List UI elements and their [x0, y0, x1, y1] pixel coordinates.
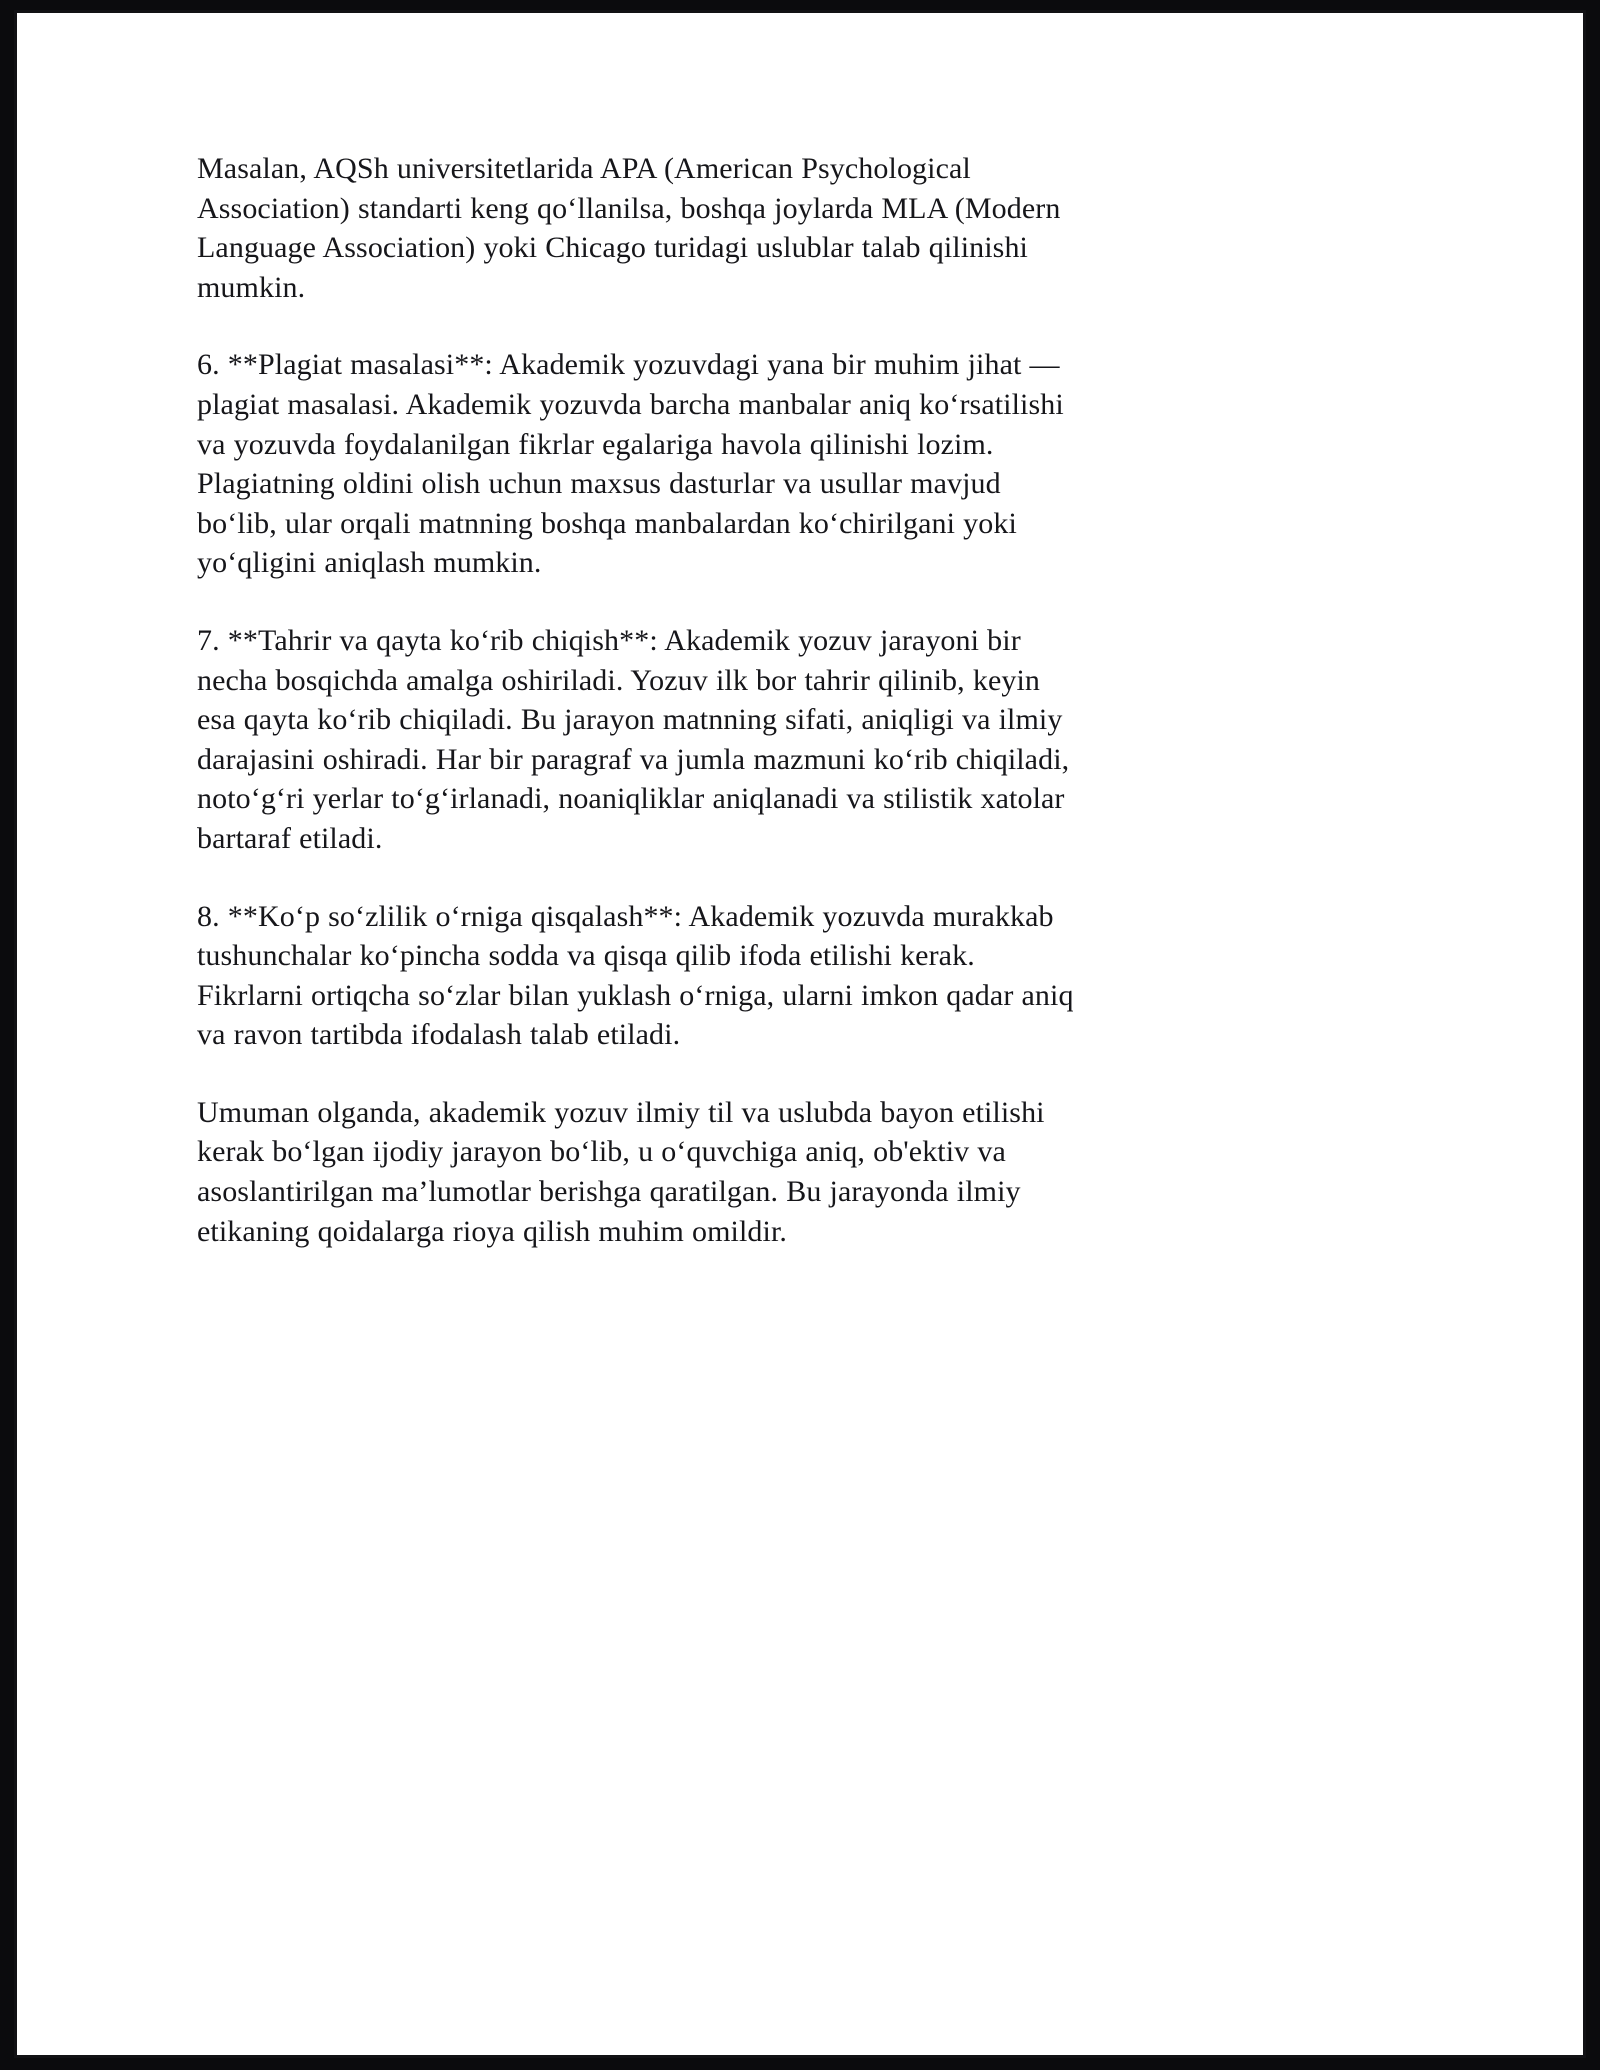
paragraph-intro-standards: Masalan, AQSh universitetlarida APA (American Psychological Association) standarti keng qo‘llanilsa, boshqa joylarda MLA (Modern Language Association) yoki Chicago turidagi uslublar talab qilinishi mumkin.	[197, 152, 1069, 304]
paragraph-item-7-tahrir: 7. **Tahrir va qayta ko‘rib chiqish**: Akademik yozuv jarayoni bir necha bosqichda amalga oshiriladi. Yozuv ilk bor tahrir qilinib, keyin esa qayta ko‘rib chiqiladi. Bu jarayon matnning sifati, aniqligi va ilmiy darajasini oshiradi. Har bir paragraf va jumla mazmuni ko‘rib chiqiladi, noto‘g‘ri yerlar to‘g‘irlanadi, noaniqliklar aniqlanadi va stilistik xatolar bartaraf etiladi.	[197, 623, 1078, 855]
document-page	[37, 29, 1563, 2037]
text-column	[197, 149, 1082, 1251]
paragraph-item-8-qisqalash: 8. **Ko‘p so‘zlilik o‘rniga qisqalash**: Akademik yozuvda murakkab tushunchalar ko‘pincha sodda va qisqa qilib ifoda etilishi kerak. Fikrlarni ortiqcha so‘zlar bilan yuklash o‘rniga, ularni imkon qadar aniq va ravon tartibda ifodalash talab etiladi.	[197, 899, 1082, 1052]
paragraph-item-6-plagiat: 6. **Plagiat masalasi**: Akademik yozuvdagi yana bir muhim jihat — plagiat masalasi. Akademik yozuvda barcha manbalar aniq ko‘rsatilishi va yozuvda foydalanilgan fikrlar egalariga havola qilinishi lozim. Plagiatning oldini olish uchun maxsus dasturlar va usullar mavjud bo‘lib, ular orqali matnning boshqa manbalardan ko‘chirilgani yoki yo‘qligini aniqlash mumkin.	[197, 348, 1072, 580]
paragraph-conclusion: Umuman olganda, akademik yozuv ilmiy til va uslubda bayon etilishi kerak bo‘lgan ijodiy jarayon bo‘lib, u o‘quvchiga aniq, ob'ektiv va asoslantirilgan ma’lumotlar berishga qaratilgan. Bu jarayonda ilmiy etikaning qoidalarga rioya qilish muhim omildir.	[197, 1095, 1053, 1248]
page-border	[14, 10, 1586, 2058]
